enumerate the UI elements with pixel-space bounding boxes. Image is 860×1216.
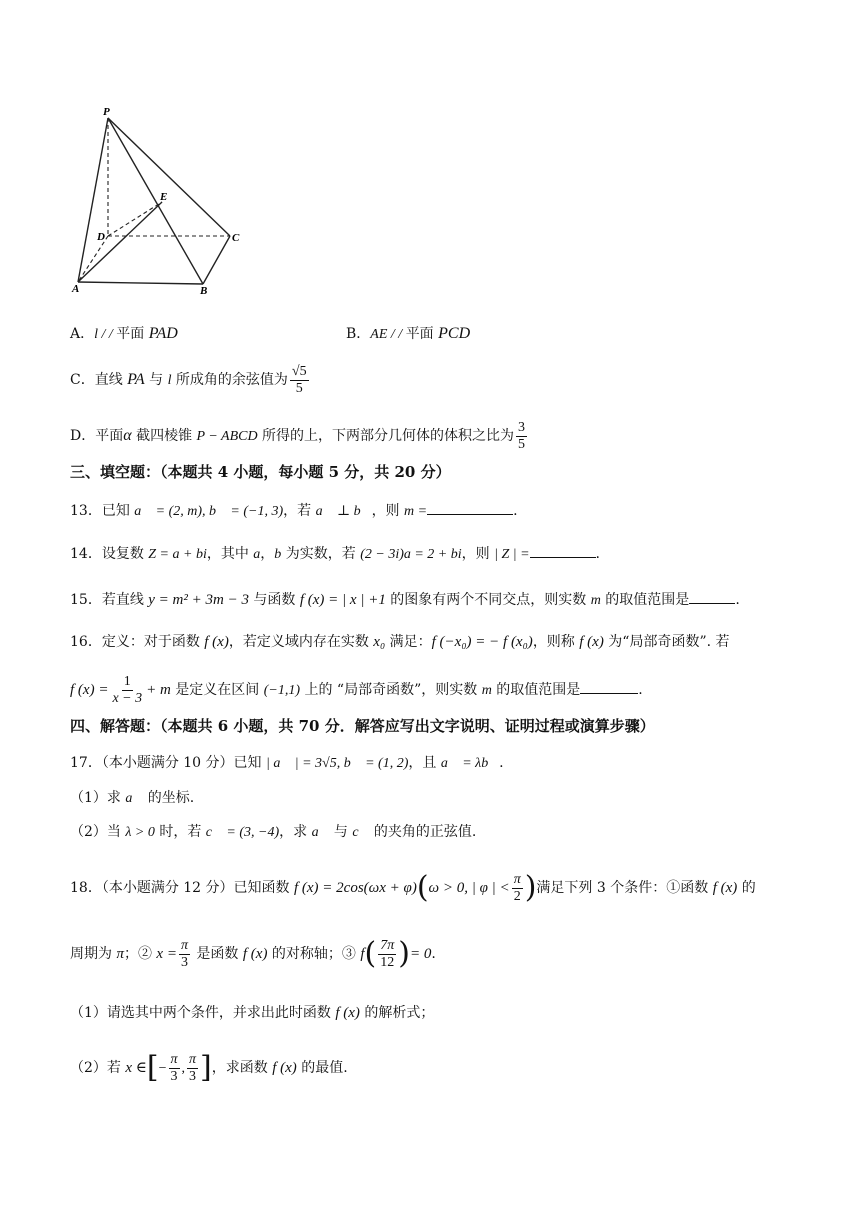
question-16-continued: f (x) = $\frac{1}{x - 3}$ + m 是定义在区间 (−1,1) 上的 “局部奇函数”，则实数 m 的取值范围是 . [70, 673, 643, 706]
section-heading-fill-in: 三、填空题：（本题共 4 小题，每小题 5 分，共 20 分） [70, 463, 451, 481]
question-17: 17．（本小题满分 10 分）已知 | a⃗ | = 3√5, b⃗ = (1, 2)，且 a⃗ = λb⃗. [70, 755, 504, 771]
vertex-label-c: C [232, 232, 240, 244]
answer-blank[interactable] [689, 589, 735, 604]
question-16: 16．定义：对于函数 f (x)，若定义域内存在实数 x₀ 满足：f (−x₀) = − f (x₀)，则称 f (x) 为“局部奇函数”. 若 [70, 634, 730, 650]
question-14: 14．设复数 Z = a + bi，其中 a，b 为实数，若 (2 − 3i)a = 2 + bi，则 | Z | = . [70, 543, 600, 565]
fraction: $\frac{\pi}{3}$ [189, 1051, 197, 1084]
vertex-label-e: E [160, 191, 168, 203]
question-15: 15．若直线 y = m² + 3m − 3 与函数 f (x) = | x | +1 的图象有两个不同交点，则实数 m 的取值范围是 . [70, 589, 740, 611]
fraction: $\frac{√5}{5}$ [291, 363, 307, 396]
answer-blank[interactable] [580, 679, 638, 694]
question-18: 18．（本小题满分 12 分）已知函数 f (x) = 2cos(ωx + φ)(ω > 0, | φ | < $\frac{\pi}{2}$ )满足下列 3 个条件：①函数 f (x) 的 [70, 870, 756, 905]
vertex-label-b: B [200, 285, 208, 297]
option-a: A．l / / 平面 PAD [70, 325, 178, 342]
fraction: $\frac{\pi}{3}$ [180, 937, 188, 970]
question-13: 13．已知 a⃗ = (2, m), b⃗ = (−1, 3)，若 a⃗ ⊥ b⃗，则 m = . [70, 500, 518, 522]
pyramid-figure [70, 104, 250, 300]
fraction: $\frac{7\pi}{12}$ [380, 937, 395, 970]
answer-blank[interactable] [427, 500, 513, 515]
fraction: $\frac{\pi}{3}$ [170, 1051, 178, 1084]
question-17-part-1: （1）求 a⃗ 的坐标. [70, 790, 195, 806]
fraction: $\frac{1}{x - 3}$ [112, 673, 143, 706]
option-c: C．直线 PA 与 l 所成角的余弦值为 $\frac{√5}{5}$ [70, 363, 307, 396]
question-18-part-2: （2）若 x ∈[− $\frac{\pi}{3}$ , $\frac{\pi}{3}$ ]，求函数 f (x) 的最值. [70, 1050, 348, 1085]
option-d: D．平面α 截四棱锥 P − ABCD 所得的上，下两部分几何体的体积之比为 $\frac{3}{5}$ [70, 419, 526, 452]
answer-blank[interactable] [530, 543, 596, 558]
vertex-label-p: P [103, 106, 110, 118]
fraction: $\frac{3}{5}$ [518, 419, 526, 452]
fraction: $\frac{\pi}{2}$ [513, 871, 521, 904]
question-18-part-1: （1）请选其中两个条件，并求出此时函数 f (x) 的解析式； [70, 1005, 435, 1021]
question-17-part-2: （2）当 λ > 0 时，若 c⃗ = (3, −4)，求 a⃗ 与 c⃗ 的夹角的正弦值. [70, 824, 477, 840]
option-b: B．AE / / 平面 PCD [346, 325, 471, 342]
vertex-label-a: A [72, 283, 80, 295]
section-heading-solutions: 四、解答题：（本题共 6 小题，共 70 分．解答应写出文字说明、证明过程或演算步骤） [70, 717, 655, 735]
question-18-continued: 周期为 π；② x = $\frac{\pi}{3}$ 是函数 f (x) 的对称轴；③ f( $\frac{7\pi}{12}$ )= 0. [70, 936, 436, 971]
vertex-label-d: D [97, 231, 105, 243]
